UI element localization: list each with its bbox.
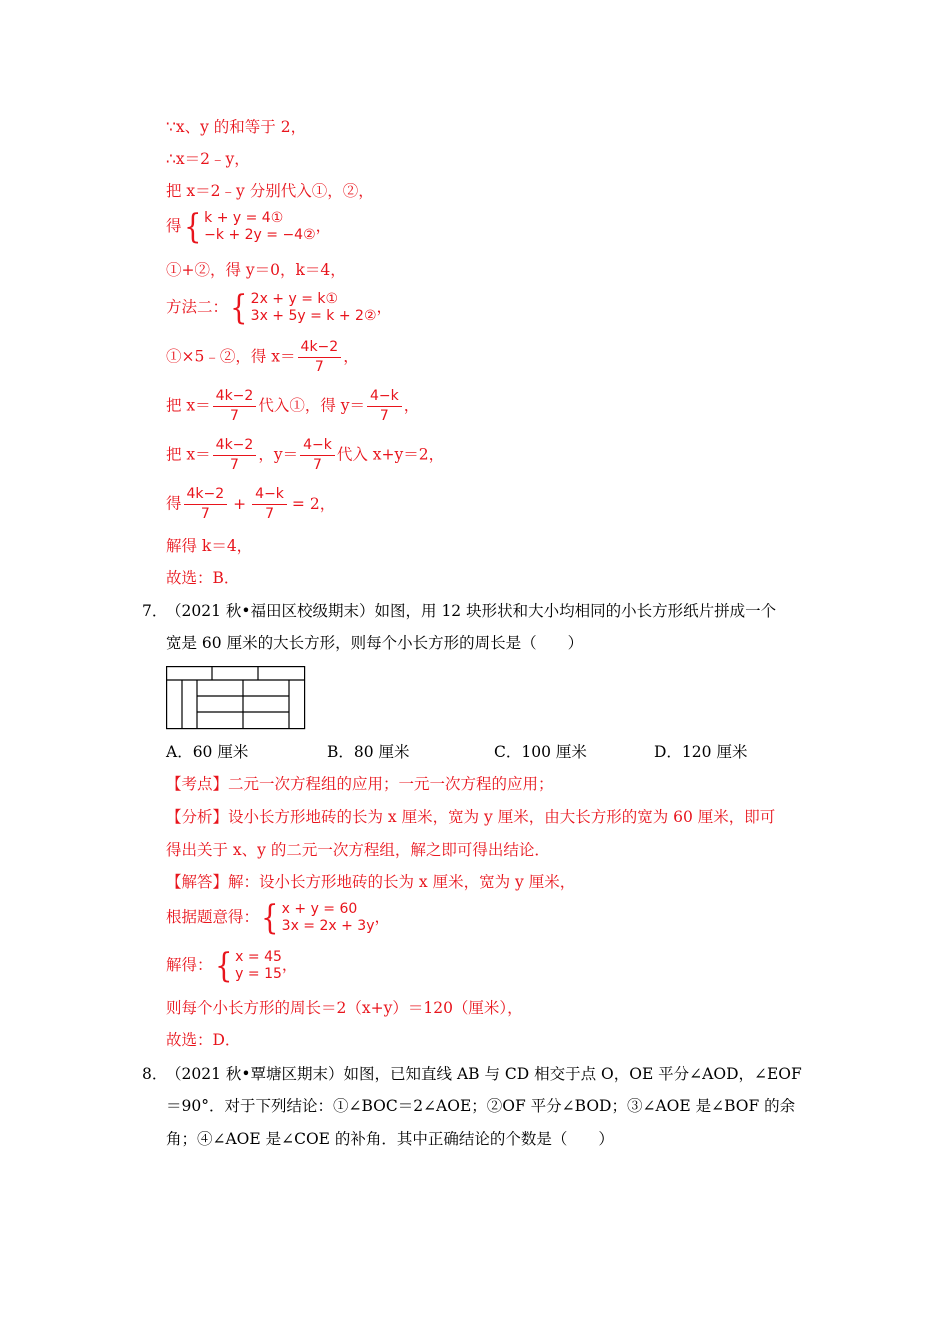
system-row: y = 15 — [235, 966, 282, 982]
plus-sign: + — [233, 494, 247, 513]
text-segment: 代入 x+y＝2， — [336, 445, 445, 464]
system-suffix: ， — [374, 908, 391, 926]
text-segment: ， — [403, 396, 420, 415]
brace-icon: { — [230, 288, 248, 328]
text-segment: 得 — [166, 494, 182, 513]
solution-line: ①+②，得 y＝0，k＝4， — [166, 261, 346, 279]
text-segment: ， — [343, 347, 359, 366]
system-suffix: ， — [315, 217, 332, 235]
system-row: −k + 2y = −4② — [204, 227, 316, 243]
fraction — [367, 388, 402, 425]
fraction-line — [166, 388, 419, 425]
option-a[interactable]: A．60 厘米 — [166, 743, 249, 761]
fraction — [213, 388, 257, 425]
system-row: 3x = 2x + 3y — [281, 918, 375, 934]
solution-line: ∵x、y 的和等于 2， — [166, 118, 307, 136]
text-segment: 把 x＝ — [166, 396, 211, 415]
numerator: 4k−2 — [213, 437, 257, 456]
solution-line: 把 x＝2﹣y 分别代入①，②， — [166, 182, 374, 200]
numerator: 4k−2 — [298, 339, 342, 358]
solution-line: ∴x＝2﹣y， — [166, 150, 250, 168]
question-stem: （2021 秋•覃塘区期末）如图，已知直线 AB 与 CD 相交于点 O，OE 平分∠AOD，∠EOF — [166, 1065, 802, 1083]
fraction-line — [166, 437, 444, 474]
denominator: 7 — [379, 408, 389, 424]
answer-line: 故选：D． — [166, 1031, 241, 1049]
system-suffix: ， — [281, 956, 298, 974]
denominator: 7 — [230, 457, 239, 473]
text-segment: ，y＝ — [258, 445, 299, 464]
system-row: x = 45 — [235, 949, 282, 965]
question-number: 7． — [142, 602, 168, 620]
denominator: 7 — [314, 359, 324, 375]
system-prefix: 方法二： — [166, 298, 229, 316]
brace-icon: { — [214, 946, 232, 986]
system-row: 3x + 5y = k + 2② — [250, 308, 377, 324]
fraction-line — [166, 486, 335, 523]
option-c[interactable]: C．100 厘米 — [494, 743, 587, 761]
equation-system-line — [166, 898, 391, 938]
system-row: k + y = 4① — [204, 210, 284, 226]
fraction — [300, 437, 335, 474]
system-prefix: 得 — [166, 217, 182, 235]
solution-line: 则每个小长方形的周长＝2（x+y）＝120（厘米）， — [166, 999, 523, 1017]
numerator: 4−k — [300, 437, 335, 456]
text-segment: 把 x＝ — [166, 445, 211, 464]
option-d[interactable]: D．120 厘米 — [654, 743, 748, 761]
system-row: 2x + y = k① — [250, 291, 339, 307]
denominator: 7 — [313, 457, 322, 473]
question-stem: 宽是 60 厘米的大长方形，则每个小长方形的周长是（ ） — [166, 634, 584, 652]
equation-system — [282, 901, 375, 935]
fenxi-line: 得出关于 x、y 的二元一次方程组，解之即可得出结论． — [166, 841, 550, 859]
denominator: 7 — [230, 408, 239, 424]
system-prefix: 根据题意得： — [166, 908, 260, 926]
answer-line: 故选：B． — [166, 569, 240, 587]
brace-icon: { — [261, 898, 279, 938]
fraction — [252, 486, 287, 523]
system-prefix: 解得： — [166, 956, 213, 974]
question-stem: （2021 秋•福田区校级期末）如图，用 12 块形状和大小均相同的小长方形纸片拼成一个 — [166, 602, 777, 620]
question-stem: 角；④∠AOE 是∠COE 的补角．其中正确结论的个数是（ ） — [166, 1130, 614, 1148]
equation-system-line — [166, 288, 393, 328]
solution-line: 解得 k＝4， — [166, 537, 253, 555]
numerator: 4−k — [252, 486, 287, 505]
fenxi-line: 【分析】设小长方形地砖的长为 x 厘米，宽为 y 厘米，由大长方形的宽为 60 厘米，即可 — [166, 808, 776, 826]
outer-rectangle — [167, 667, 305, 729]
text-segment: ①×5﹣②，得 x＝ — [166, 347, 296, 366]
equation-system — [251, 291, 377, 325]
numerator: 4k−2 — [213, 388, 257, 407]
kaodian-line: 【考点】二元一次方程组的应用；一元一次方程的应用； — [166, 775, 554, 793]
numerator: 4−k — [367, 388, 402, 407]
text-segment: = 2， — [291, 494, 336, 513]
system-suffix: ， — [376, 298, 393, 316]
denominator: 7 — [265, 506, 274, 522]
equation-system-line — [166, 946, 298, 986]
equation-system — [235, 949, 282, 983]
rectangle-tiling-figure — [166, 666, 306, 730]
equation-system — [204, 210, 315, 244]
question-number: 8． — [142, 1065, 168, 1083]
numerator: 4k−2 — [184, 486, 228, 505]
fraction — [298, 339, 342, 376]
text-segment: 代入①，得 y＝ — [258, 396, 366, 415]
denominator: 7 — [200, 506, 210, 522]
fraction — [184, 486, 228, 523]
option-b[interactable]: B．80 厘米 — [327, 743, 410, 761]
system-row: x + y = 60 — [281, 901, 358, 917]
fraction — [213, 437, 257, 474]
question-stem: ＝90°．对于下列结论：①∠BOC＝2∠AOE；②OF 平分∠BOD；③∠AOE 是∠BOF 的余 — [166, 1097, 796, 1115]
fraction-line — [166, 339, 359, 376]
jieda-line: 【解答】解：设小长方形地砖的长为 x 厘米，宽为 y 厘米， — [166, 873, 576, 891]
brace-icon: { — [183, 207, 201, 247]
equation-system-line — [166, 207, 332, 247]
